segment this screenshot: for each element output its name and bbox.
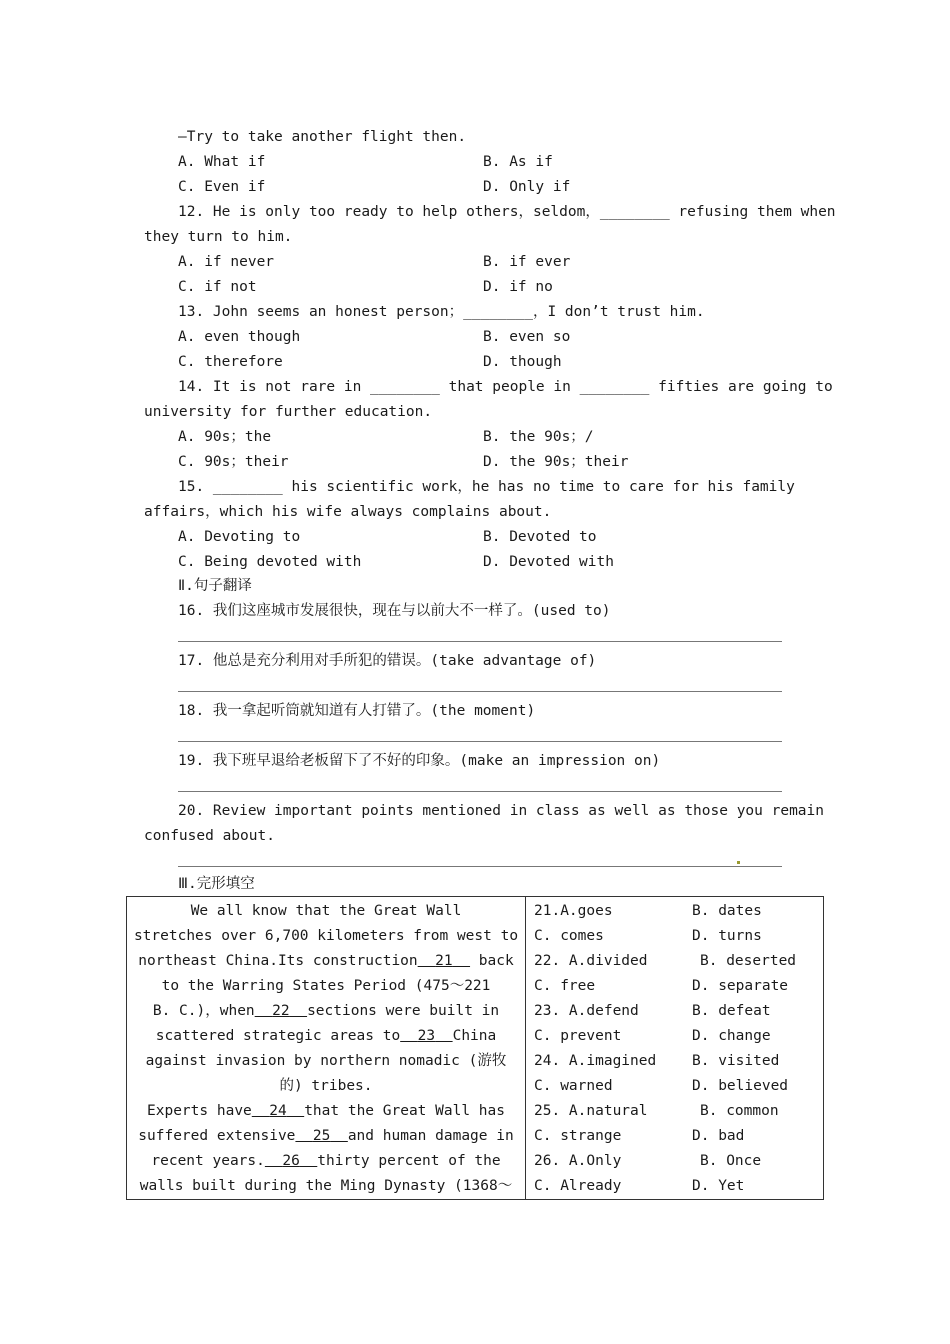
blank-number: 25 [312,1128,331,1144]
option-row [534,1174,823,1199]
q15-option-c: C. Being devoted with [178,554,362,570]
passage-line [133,1074,519,1099]
option-choice[interactable]: B. common [700,1103,779,1119]
q15-option-a: A. Devoting to [178,529,301,545]
option-choice[interactable]: C. prevent [534,1028,622,1044]
option-choice[interactable]: D. separate [692,978,789,994]
passage-text: recent years. [151,1153,265,1169]
option-row [534,1124,823,1149]
passage-text: against invasion by northern nomadic (游牧 [145,1053,507,1069]
q20-prompt-line1: 20. Review important points mentioned in class as well as those you remain [178,803,825,819]
q12-option-b: B. if ever [483,254,571,270]
q14-option-d: D. the 90s；their [483,454,629,470]
q13-option-a: A. even though [178,329,301,345]
q13-option-b: B. even so [483,329,571,345]
option-choice[interactable]: C. Already [534,1178,622,1194]
q14-stem-line1: 14. It is not rare in ________ that people in ________ fifties are going to [178,379,833,395]
blank-26[interactable] [265,1153,317,1169]
option-choice[interactable]: B. Once [700,1153,762,1169]
blank-23[interactable] [400,1028,452,1044]
q12-stem-line2: they turn to him. [144,229,293,245]
blank-24[interactable] [252,1103,304,1119]
passage-text: Experts have [147,1103,252,1119]
q14-stem-line2: university for further education. [144,404,433,420]
blank-22[interactable] [255,1003,307,1019]
passage-line [133,949,519,974]
q19-answer-line[interactable] [178,791,782,792]
q11-option-c: C. Even if [178,179,266,195]
passage-line [133,999,519,1024]
passage-line [133,1024,519,1049]
passage-text: that the Great Wall has [304,1103,505,1119]
q14-option-a: A. 90s；the [178,429,272,445]
passage-line [133,974,519,999]
passage-line [133,924,519,949]
passage-text: 的) tribes. [279,1078,373,1094]
q14-option-b: B. the 90s；/ [483,429,594,445]
option-row [534,949,823,974]
q14-option-c: C. 90s；their [178,454,289,470]
option-choice[interactable]: 23. A.defend [534,1003,639,1019]
passage-text: suffered extensive [138,1128,296,1144]
stray-mark [737,861,740,864]
section-3-heading: Ⅲ.完形填空 [178,876,255,892]
option-choice[interactable]: B. dates [692,903,762,919]
q17-prompt: 17. 他总是充分利用对手所犯的错误。(take advantage of) [178,653,597,669]
blank-25[interactable] [295,1128,347,1144]
q18-answer-line[interactable] [178,741,782,742]
q15-stem-line2: affairs，which his wife always complains about. [144,504,552,520]
option-choice[interactable]: 26. A.Only [534,1153,622,1169]
q20-answer-line[interactable] [178,866,782,867]
q12-stem-line1: 12. He is only too ready to help others，seldom，________ refusing them when [178,204,836,220]
cloze-table [126,896,824,1200]
option-choice[interactable]: 22. A.divided [534,953,648,969]
option-row [534,924,823,949]
passage-text: thirty percent of the [317,1153,501,1169]
passage-text: sections were built in [307,1003,500,1019]
q12-option-a: A. if never [178,254,275,270]
option-choice[interactable]: C. strange [534,1128,622,1144]
q13-stem: 13. John seems an honest person；________，I don’t trust him. [178,304,705,320]
passage-text: China [452,1028,497,1044]
passage-text: stretches over 6,700 kilometers from west to [133,928,519,944]
passage-line [133,1049,519,1074]
q20-prompt-line2: confused about. [144,828,275,844]
option-row [534,1099,823,1124]
passage-line [133,1174,519,1199]
passage-line [133,1099,519,1124]
q12-option-d: D. if no [483,279,553,295]
q15-option-b: B. Devoted to [483,529,597,545]
passage-text: scattered strategic areas to [155,1028,401,1044]
q12-option-c: C. if not [178,279,257,295]
passage-line [133,899,519,924]
passage-text: B. C.)，when [152,1003,255,1019]
q15-option-d: D. Devoted with [483,554,614,570]
option-row [534,1024,823,1049]
option-choice[interactable]: B. visited [692,1053,780,1069]
q16-prompt: 16. 我们这座城市发展很快，现在与以前大不一样了。(used to) [178,603,611,619]
passage-text: back [478,953,514,969]
section-2-heading: Ⅱ.句子翻译 [178,578,252,594]
q11-option-a: A. What if [178,154,266,170]
cloze-options [526,897,824,1200]
q13-option-d: D. though [483,354,562,370]
passage-text: walls built during the Ming Dynasty (1368～ [139,1178,513,1194]
blank-21[interactable] [418,953,470,969]
option-choice[interactable]: 21.A.goes [534,903,613,919]
passage-text: and human damage in [347,1128,514,1144]
passage-text: to the Warring States Period (475～221 [161,978,491,994]
passage-text: We all know that the Great Wall [190,903,462,919]
cloze-passage [127,897,526,1200]
q11-option-d: D. Only if [483,179,571,195]
option-choice[interactable]: D. Yet [692,1178,745,1194]
q13-option-c: C. therefore [178,354,283,370]
passage-text: northeast China.Its construction [138,953,418,969]
option-choice[interactable]: D. bad [692,1128,745,1144]
option-row [534,1074,823,1099]
blank-number: 24 [269,1103,287,1119]
option-row [534,1049,823,1074]
q11-option-b: B. As if [483,154,553,170]
blank-number: 22 [272,1003,290,1019]
q15-stem-line1: 15. ________ his scientific work，he has no time to care for his family [178,479,795,495]
q16-answer-line[interactable] [178,641,782,642]
option-choice[interactable]: C. free [534,978,596,994]
option-choice[interactable]: B. deserted [700,953,797,969]
option-choice[interactable]: D. turns [692,928,762,944]
option-choice[interactable]: 25. A.natural [534,1103,648,1119]
option-row [534,1149,823,1174]
q19-prompt: 19. 我下班早退给老板留下了不好的印象。(make an impression on) [178,753,661,769]
option-choice[interactable]: C. comes [534,928,604,944]
q18-prompt: 18. 我一拿起听筒就知道有人打错了。(the moment) [178,703,536,719]
option-row [534,899,823,924]
option-row [534,974,823,999]
passage-line [133,1149,519,1174]
option-choice[interactable]: D. believed [692,1078,789,1094]
option-choice[interactable]: B. defeat [692,1003,771,1019]
q17-answer-line[interactable] [178,691,782,692]
blank-number: 26 [282,1153,300,1169]
blank-number: 21 [435,953,453,969]
option-choice[interactable]: 24. A.imagined [534,1053,657,1069]
q11-reply: —Try to take another flight then. [178,129,467,145]
option-row [534,999,823,1024]
option-choice[interactable]: D. change [692,1028,771,1044]
passage-line [133,1124,519,1149]
option-choice[interactable]: C. warned [534,1078,613,1094]
blank-number: 23 [417,1028,436,1044]
